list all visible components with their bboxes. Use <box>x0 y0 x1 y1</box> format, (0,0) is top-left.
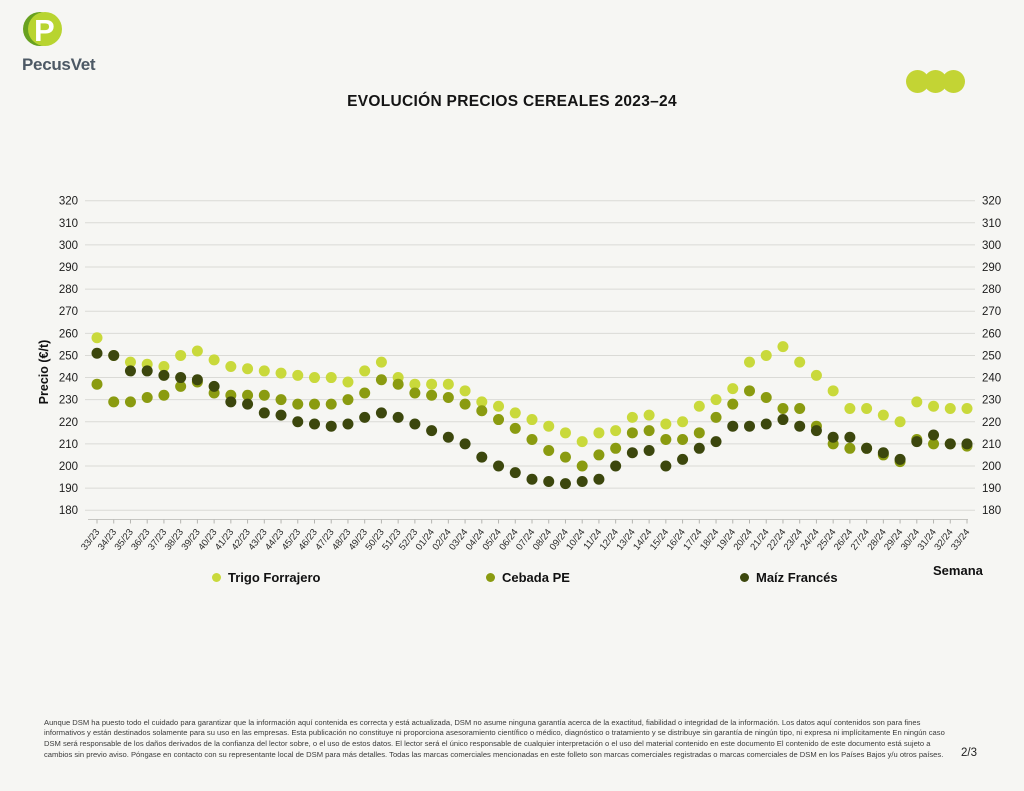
data-point-2-28/24 <box>878 447 889 458</box>
data-point-0-05/24 <box>493 401 504 412</box>
x-tick-label: 07/24 <box>514 527 538 553</box>
data-point-0-28/24 <box>878 410 889 421</box>
chart-canvas <box>0 150 1024 580</box>
x-tick-label: 49/23 <box>346 527 371 553</box>
x-tick-label: 26/24 <box>831 527 856 553</box>
x-tick-label: 41/23 <box>212 527 237 553</box>
data-point-0-38/23 <box>175 350 186 361</box>
data-point-1-01/24 <box>426 390 437 401</box>
data-point-0-13/24 <box>627 412 638 423</box>
y-tick-label-left: 200 <box>58 460 78 473</box>
data-point-1-12/24 <box>610 443 621 454</box>
data-point-1-34/23 <box>108 396 119 407</box>
data-point-1-36/23 <box>142 392 153 403</box>
page-number: 2/3 <box>961 747 977 759</box>
data-point-2-32/24 <box>945 438 956 449</box>
data-point-0-33/23 <box>92 332 103 343</box>
y-tick-label-right: 310 <box>982 217 1002 230</box>
legend-label: Cebada PE <box>502 570 570 585</box>
x-tick-label: 30/24 <box>898 527 923 553</box>
y-tick-label-right: 220 <box>982 416 1002 429</box>
data-point-1-46/23 <box>309 399 320 410</box>
x-axis-title: Semana <box>933 563 983 578</box>
x-tick-label: 50/23 <box>363 527 387 553</box>
data-point-1-16/24 <box>677 434 688 445</box>
data-point-0-42/23 <box>242 363 253 374</box>
y-tick-label-right: 250 <box>982 350 1002 363</box>
data-point-1-52/23 <box>409 388 420 399</box>
x-tick-label: 27/24 <box>848 527 872 553</box>
data-point-0-50/23 <box>376 357 387 368</box>
data-point-2-25/24 <box>828 432 839 443</box>
x-tick-label: 08/24 <box>530 527 555 553</box>
x-tick-label: 43/23 <box>246 527 270 553</box>
data-point-2-08/24 <box>543 476 554 487</box>
data-point-2-02/24 <box>443 432 454 443</box>
y-tick-label-right: 260 <box>982 328 1002 341</box>
x-tick-label: 51/23 <box>380 527 404 553</box>
data-point-2-22/24 <box>777 414 788 425</box>
x-tick-label: 47/23 <box>313 527 337 553</box>
data-point-1-22/24 <box>777 403 788 414</box>
x-tick-label: 42/23 <box>229 527 253 553</box>
x-tick-label: 38/23 <box>162 527 187 553</box>
x-tick-label: 33/24 <box>949 527 973 553</box>
y-tick-label-right: 210 <box>982 438 1002 451</box>
data-point-2-36/23 <box>142 365 153 376</box>
data-point-1-49/23 <box>359 388 370 399</box>
x-tick-label: 12/24 <box>597 527 622 553</box>
svg-text:P: P <box>34 13 55 48</box>
y-tick-label-left: 300 <box>58 239 78 252</box>
data-point-2-05/24 <box>493 460 504 471</box>
data-point-2-40/23 <box>209 381 220 392</box>
data-point-2-20/24 <box>744 421 755 432</box>
x-tick-label: 10/24 <box>564 527 588 553</box>
pecusvet-logo-mark <box>22 10 64 50</box>
y-tick-label-left: 310 <box>58 217 78 230</box>
data-point-0-12/24 <box>610 425 621 436</box>
x-tick-label: 34/23 <box>95 527 120 553</box>
data-point-1-47/23 <box>326 399 337 410</box>
x-tick-label: 18/24 <box>698 527 722 553</box>
data-point-1-13/24 <box>627 427 638 438</box>
data-point-1-03/24 <box>460 399 471 410</box>
data-point-2-31/24 <box>928 430 939 441</box>
y-tick-label-right: 180 <box>982 505 1002 518</box>
y-tick-label-left: 180 <box>58 505 78 518</box>
data-point-0-41/23 <box>225 361 236 372</box>
data-point-0-18/24 <box>711 394 722 405</box>
y-tick-label-left: 210 <box>58 438 78 451</box>
data-point-2-42/23 <box>242 399 253 410</box>
x-tick-label: 21/24 <box>748 527 772 553</box>
data-point-2-34/23 <box>108 350 119 361</box>
data-point-2-52/23 <box>409 418 420 429</box>
data-point-2-33/23 <box>92 348 103 359</box>
data-point-1-51/23 <box>393 379 404 390</box>
x-tick-label: 36/23 <box>129 527 153 553</box>
data-point-0-21/24 <box>761 350 772 361</box>
data-point-2-45/23 <box>292 416 303 427</box>
data-point-1-23/24 <box>794 403 805 414</box>
data-point-2-27/24 <box>861 443 872 454</box>
x-tick-label: 29/24 <box>882 527 906 553</box>
data-point-2-39/23 <box>192 374 203 385</box>
data-point-2-11/24 <box>593 474 604 485</box>
data-point-2-30/24 <box>911 436 922 447</box>
data-point-0-15/24 <box>660 418 671 429</box>
x-tick-label: 46/23 <box>296 527 320 553</box>
data-point-2-09/24 <box>560 478 571 489</box>
x-tick-label: 17/24 <box>681 527 705 553</box>
y-tick-label-right: 280 <box>982 284 1002 297</box>
data-point-1-35/23 <box>125 396 136 407</box>
y-tick-label-left: 270 <box>58 306 78 319</box>
x-tick-label: 02/24 <box>430 527 454 553</box>
data-point-0-02/24 <box>443 379 454 390</box>
data-point-2-33/24 <box>962 438 973 449</box>
y-tick-label-left: 260 <box>58 328 78 341</box>
x-tick-label: 35/23 <box>112 527 136 553</box>
data-point-2-15/24 <box>660 460 671 471</box>
data-point-2-03/24 <box>460 438 471 449</box>
y-tick-label-right: 200 <box>982 460 1002 473</box>
data-point-1-10/24 <box>577 460 588 471</box>
data-point-0-29/24 <box>895 416 906 427</box>
legend-label: Trigo Forrajero <box>228 570 321 585</box>
data-point-0-24/24 <box>811 370 822 381</box>
data-point-1-07/24 <box>527 434 538 445</box>
data-point-0-47/23 <box>326 372 337 383</box>
data-point-1-26/24 <box>844 443 855 454</box>
data-point-2-50/23 <box>376 407 387 418</box>
maiz-legend-dot-icon <box>740 573 749 582</box>
data-point-2-41/23 <box>225 396 236 407</box>
x-tick-label: 04/24 <box>463 527 488 553</box>
data-point-2-51/23 <box>393 412 404 423</box>
data-point-1-14/24 <box>644 425 655 436</box>
x-tick-label: 45/23 <box>279 527 304 553</box>
x-tick-label: 03/24 <box>447 527 471 553</box>
data-point-2-24/24 <box>811 425 822 436</box>
legend-label: Maíz Francés <box>756 570 838 585</box>
data-point-2-47/23 <box>326 421 337 432</box>
data-point-0-25/24 <box>828 385 839 396</box>
data-point-2-04/24 <box>476 452 487 463</box>
data-point-0-33/24 <box>962 403 973 414</box>
data-point-0-32/24 <box>945 403 956 414</box>
data-point-2-44/23 <box>276 410 287 421</box>
data-point-1-08/24 <box>543 445 554 456</box>
y-tick-label-right: 290 <box>982 262 1002 275</box>
y-tick-label-left: 290 <box>58 262 78 275</box>
y-tick-label-right: 300 <box>982 239 1002 252</box>
x-tick-label: 11/24 <box>581 527 605 553</box>
decor-dot-icon <box>942 70 965 93</box>
y-tick-label-left: 190 <box>58 483 78 496</box>
data-point-0-16/24 <box>677 416 688 427</box>
data-point-0-22/24 <box>777 341 788 352</box>
data-point-2-06/24 <box>510 467 521 478</box>
data-point-1-37/23 <box>158 390 169 401</box>
x-tick-label: 52/23 <box>396 527 421 553</box>
x-tick-label: 33/23 <box>79 527 103 553</box>
data-point-2-18/24 <box>711 436 722 447</box>
data-point-0-20/24 <box>744 357 755 368</box>
footer-disclaimer: Aunque DSM ha puesto todo el cuidado para garantizar que la información aquí contenida es correcta y está actualizada, DSM no asume ninguna garantía acerca de la exactitud, fiabilidad o integridad de la información. Los datos aquí contenidos son para fines informativos y están destinados solamente para su uso en las empresas. Esta publicación no constituye ni proporciona asesoramiento científico o médico, diagnóstico o tratamiento y se distribuye sin garantía de ningún tipo, ni expresa ni implícitamente En ningún caso DSM será responsable de los daños derivados de la confianza del lector sobre, o el uso de estos datos. El lector será el único responsable de cualquier interpretación o el uso del material contenido en este documento El contenido de este documento está sujeto a cambios sin previo aviso. Póngase en contacto con su representante local de DSM para más detalles. Todas las marcas comerciales mencionadas en este folleto son marcas comerciales registradas o marcas comerciales de DSM en los Países Bajos y/u otros países. <box>44 717 945 759</box>
data-point-0-31/24 <box>928 401 939 412</box>
x-tick-label: 25/24 <box>815 527 839 553</box>
data-point-0-10/24 <box>577 436 588 447</box>
x-tick-label: 31/24 <box>915 527 939 553</box>
y-tick-label-right: 270 <box>982 306 1002 319</box>
data-point-0-26/24 <box>844 403 855 414</box>
data-point-2-10/24 <box>577 476 588 487</box>
x-tick-label: 13/24 <box>614 527 638 553</box>
data-point-0-23/24 <box>794 357 805 368</box>
x-tick-label: 39/23 <box>179 527 203 553</box>
x-tick-label: 37/23 <box>145 527 170 553</box>
data-point-2-29/24 <box>895 454 906 465</box>
x-tick-label: 32/24 <box>932 527 956 553</box>
y-tick-label-left: 220 <box>58 416 78 429</box>
legend-item-cebada <box>486 570 570 585</box>
y-tick-label-left: 320 <box>58 195 78 208</box>
data-point-1-45/23 <box>292 399 303 410</box>
x-tick-label: 16/24 <box>664 527 688 553</box>
data-point-0-48/23 <box>342 376 353 387</box>
x-tick-label: 05/24 <box>480 527 504 553</box>
x-tick-label: 24/24 <box>798 527 822 553</box>
data-point-2-13/24 <box>627 447 638 458</box>
data-point-2-35/23 <box>125 365 136 376</box>
data-point-1-20/24 <box>744 385 755 396</box>
data-point-2-19/24 <box>727 421 738 432</box>
data-point-2-26/24 <box>844 432 855 443</box>
data-point-2-23/24 <box>794 421 805 432</box>
data-point-0-14/24 <box>644 410 655 421</box>
data-point-0-46/23 <box>309 372 320 383</box>
data-point-0-03/24 <box>460 385 471 396</box>
data-point-0-39/23 <box>192 346 203 357</box>
data-point-0-19/24 <box>727 383 738 394</box>
data-point-2-48/23 <box>342 418 353 429</box>
data-point-1-18/24 <box>711 412 722 423</box>
x-tick-label: 20/24 <box>731 527 755 553</box>
data-point-0-49/23 <box>359 365 370 376</box>
x-tick-label: 23/24 <box>781 527 806 553</box>
data-point-1-48/23 <box>342 394 353 405</box>
x-tick-label: 01/24 <box>413 527 437 553</box>
data-point-1-04/24 <box>476 405 487 416</box>
data-point-0-45/23 <box>292 370 303 381</box>
data-point-1-09/24 <box>560 452 571 463</box>
pecusvet-logo <box>22 10 142 75</box>
y-tick-label-left: 240 <box>58 372 78 385</box>
data-point-0-27/24 <box>861 403 872 414</box>
decor-dots <box>906 70 965 93</box>
y-axis-title: Precio (€/t) <box>37 339 51 405</box>
data-point-2-12/24 <box>610 460 621 471</box>
x-tick-label: 40/23 <box>196 527 220 553</box>
data-point-1-17/24 <box>694 427 705 438</box>
data-point-0-08/24 <box>543 421 554 432</box>
data-point-1-43/23 <box>259 390 270 401</box>
cebada-legend-dot-icon <box>486 573 495 582</box>
data-point-0-09/24 <box>560 427 571 438</box>
data-point-2-37/23 <box>158 370 169 381</box>
data-point-1-05/24 <box>493 414 504 425</box>
data-point-0-07/24 <box>527 414 538 425</box>
data-point-1-11/24 <box>593 449 604 460</box>
trigo-legend-dot-icon <box>212 573 221 582</box>
data-point-2-38/23 <box>175 372 186 383</box>
data-point-0-43/23 <box>259 365 270 376</box>
data-point-2-49/23 <box>359 412 370 423</box>
y-tick-label-left: 230 <box>58 394 78 407</box>
x-tick-label: 48/23 <box>330 527 354 553</box>
data-point-1-33/23 <box>92 379 103 390</box>
y-tick-label-left: 250 <box>58 350 78 363</box>
data-point-0-30/24 <box>911 396 922 407</box>
data-point-0-40/23 <box>209 354 220 365</box>
data-point-2-16/24 <box>677 454 688 465</box>
data-point-1-19/24 <box>727 399 738 410</box>
data-point-1-50/23 <box>376 374 387 385</box>
brand-name: PecusVet <box>22 55 96 74</box>
y-tick-label-left: 280 <box>58 284 78 297</box>
data-point-0-06/24 <box>510 407 521 418</box>
x-tick-label: 14/24 <box>631 527 655 553</box>
data-point-0-11/24 <box>593 427 604 438</box>
x-tick-label: 28/24 <box>865 527 889 553</box>
x-tick-label: 15/24 <box>647 527 672 553</box>
data-point-1-02/24 <box>443 392 454 403</box>
y-tick-label-right: 320 <box>982 195 1002 208</box>
x-tick-label: 19/24 <box>714 527 739 553</box>
data-point-2-14/24 <box>644 445 655 456</box>
x-tick-label: 06/24 <box>497 527 521 553</box>
legend-item-maiz <box>740 570 838 585</box>
data-point-0-17/24 <box>694 401 705 412</box>
data-point-1-21/24 <box>761 392 772 403</box>
x-tick-label: 22/24 <box>765 527 789 553</box>
data-point-1-44/23 <box>276 394 287 405</box>
x-tick-label: 09/24 <box>547 527 571 553</box>
y-tick-label-right: 230 <box>982 394 1002 407</box>
page-title: EVOLUCIÓN PRECIOS CEREALES 2023–24 <box>347 93 677 110</box>
data-point-2-07/24 <box>527 474 538 485</box>
data-point-1-15/24 <box>660 434 671 445</box>
legend-item-trigo <box>212 570 320 585</box>
y-tick-label-right: 240 <box>982 372 1002 385</box>
data-point-1-06/24 <box>510 423 521 434</box>
data-point-2-46/23 <box>309 418 320 429</box>
data-point-2-21/24 <box>761 418 772 429</box>
data-point-2-17/24 <box>694 443 705 454</box>
data-point-0-44/23 <box>276 368 287 379</box>
data-point-2-43/23 <box>259 407 270 418</box>
data-point-0-01/24 <box>426 379 437 390</box>
x-tick-label: 44/23 <box>263 527 287 553</box>
y-tick-label-right: 190 <box>982 483 1002 496</box>
data-point-2-01/24 <box>426 425 437 436</box>
